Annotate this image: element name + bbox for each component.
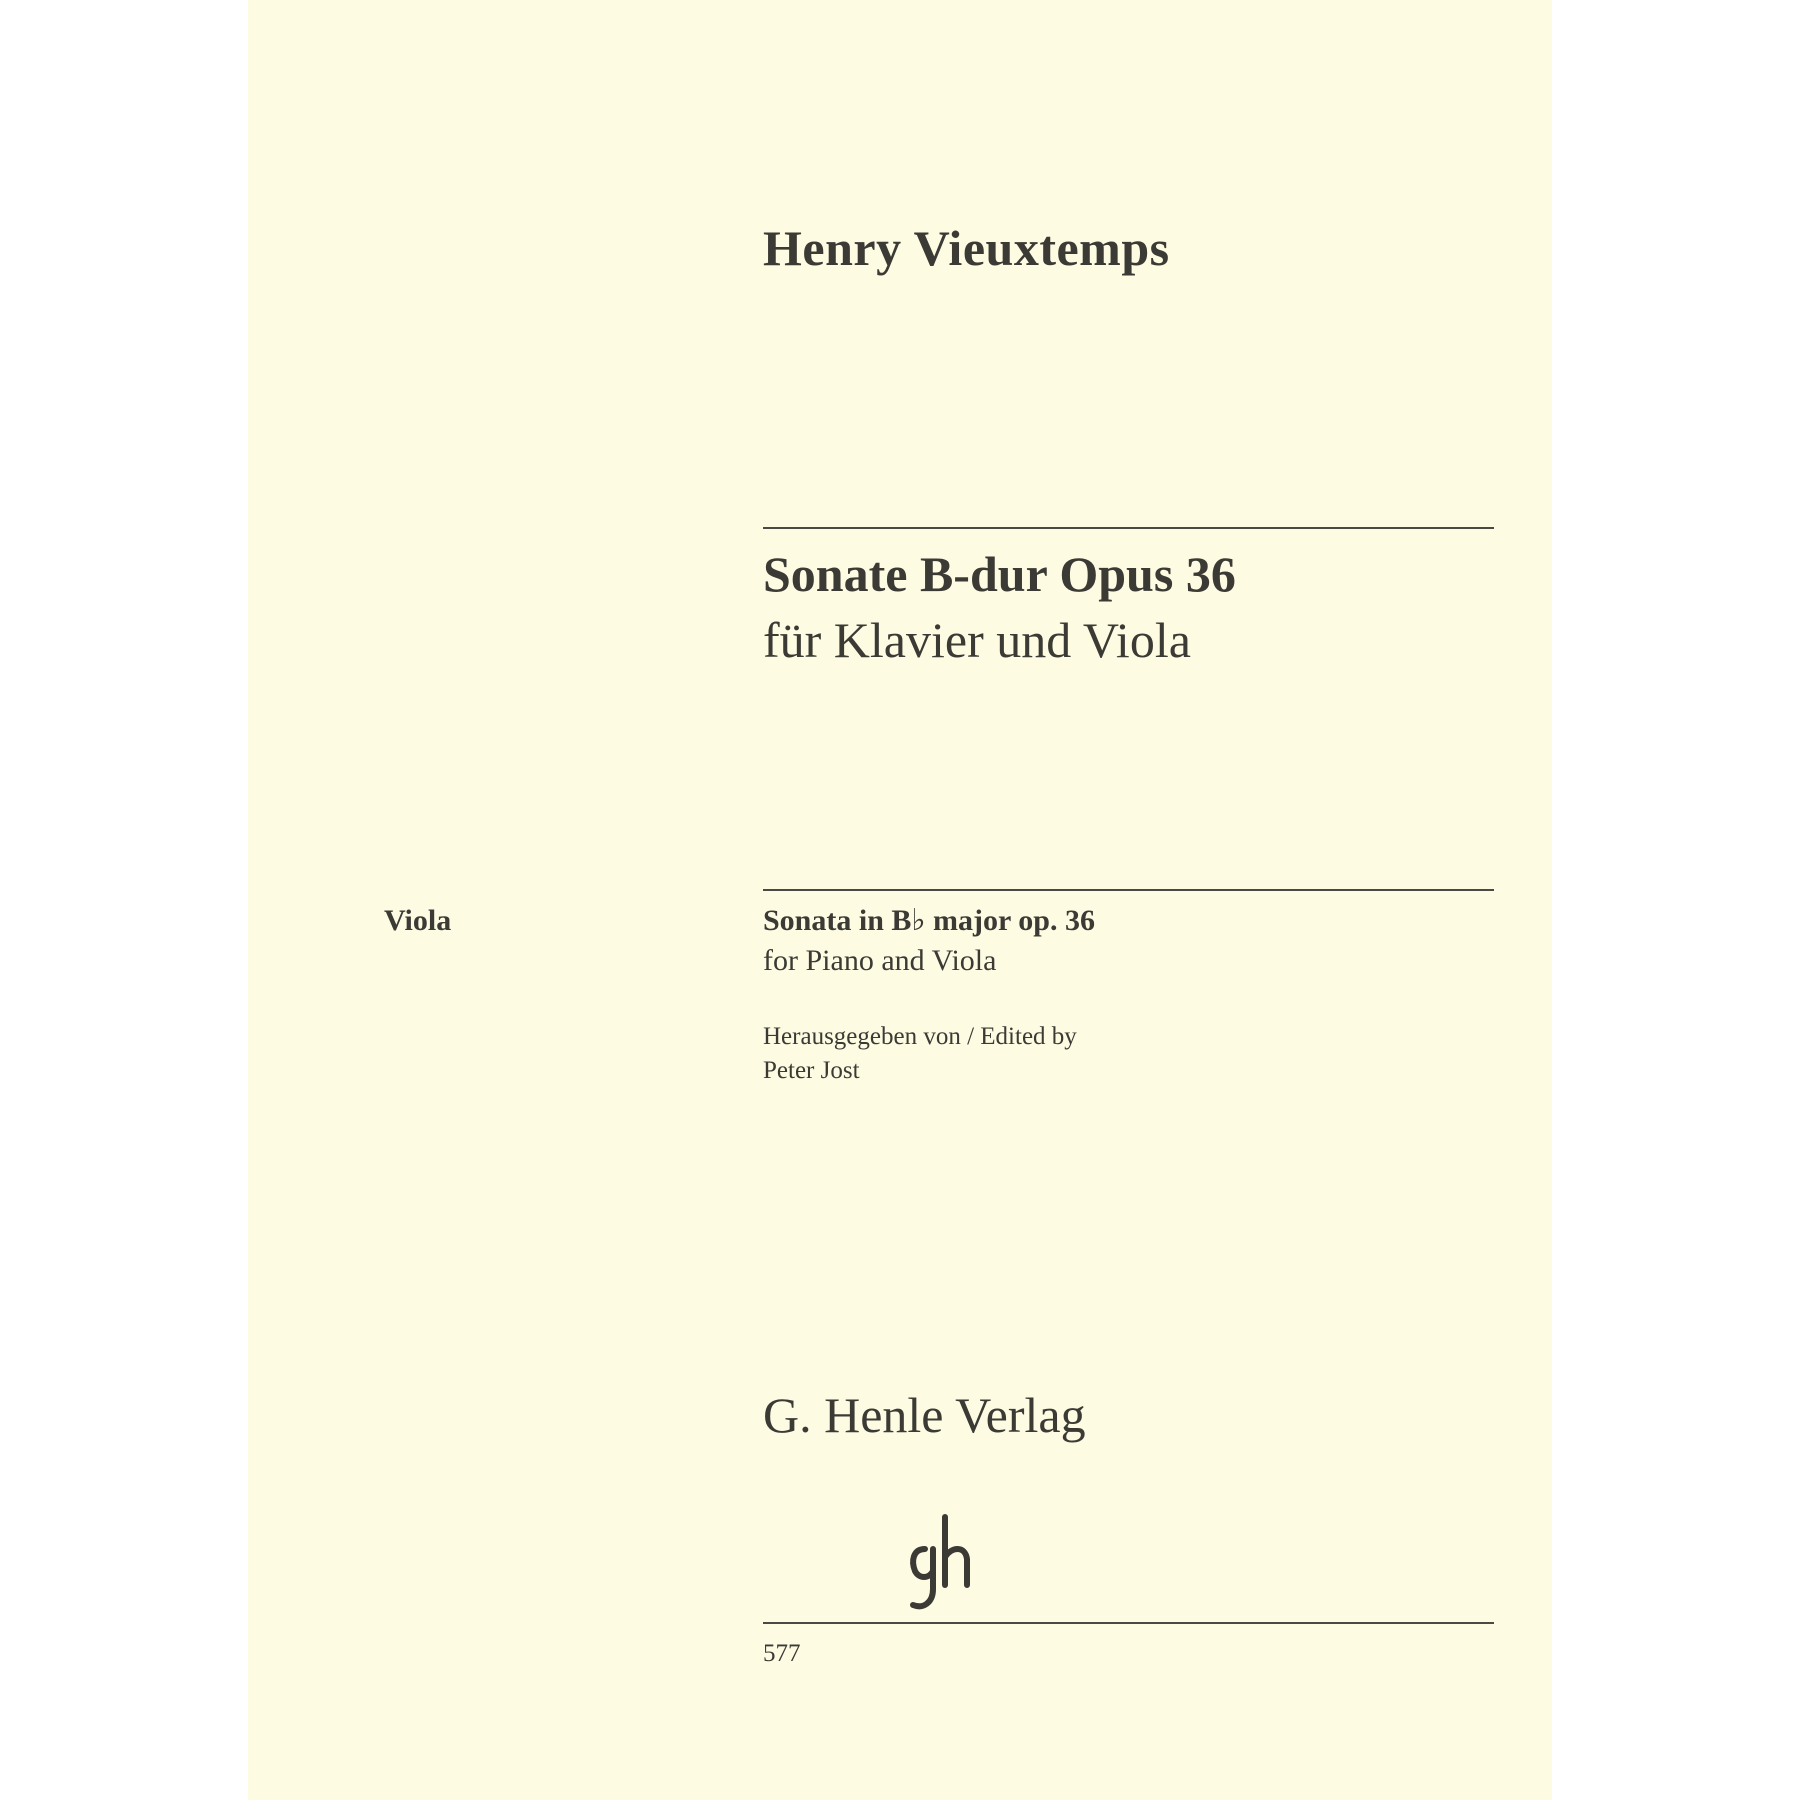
divider-line-bottom (763, 1622, 1494, 1624)
divider-line-top (763, 527, 1494, 529)
instrument-part-label: Viola (384, 904, 452, 937)
composer-name: Henry Vieuxtemps (763, 220, 1170, 276)
subtitle-english: for Piano and Viola (763, 944, 997, 977)
editor-label: Herausgegeben von / Edited by (763, 1023, 1077, 1050)
edition-number: 577 (763, 1640, 801, 1667)
editor-name: Peter Jost (763, 1057, 860, 1084)
title-english: Sonata in B♭ major op. 36 (763, 904, 1095, 937)
publisher-name: G. Henle Verlag (763, 1387, 1086, 1443)
henle-gh-monogram-icon (905, 1505, 975, 1615)
subtitle-german: für Klavier und Viola (763, 612, 1191, 668)
title-german: Sonate B-dur Opus 36 (763, 546, 1236, 602)
divider-line-middle (763, 889, 1494, 891)
